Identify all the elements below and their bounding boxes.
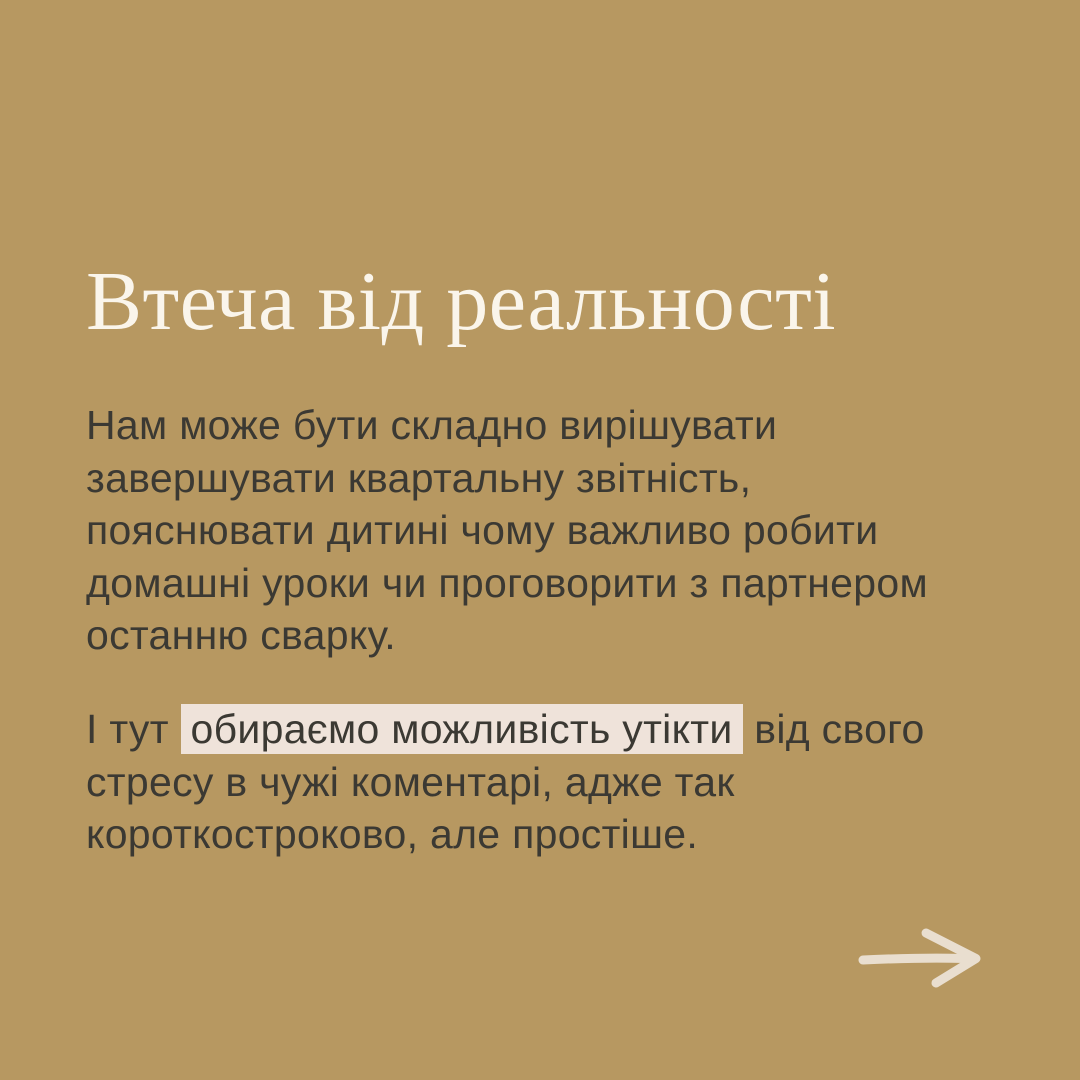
arrow-right-icon — [853, 922, 988, 992]
text-segment: від свого — [742, 706, 925, 752]
text-line: завершувати квартальну звітність, — [86, 454, 752, 501]
slide-title: Втеча від реальності — [86, 255, 837, 348]
text-segment: стресу в чужі коментарі, адже так — [86, 758, 735, 805]
text-line: Нам може бути складно вирішувати — [86, 402, 778, 448]
text-line: домашні уроки чи проговорити з партнером — [86, 559, 928, 606]
text-line — [86, 703, 1026, 756]
text-line: останню сварку. — [86, 612, 396, 658]
text-line — [86, 756, 1026, 809]
text-segment: короткостроково, але простіше. — [86, 811, 699, 857]
paragraph-2 — [86, 703, 1026, 861]
text-line: пояснювати дитині чому важливо робити — [86, 507, 879, 553]
text-segment: І тут — [86, 706, 181, 752]
next-arrow-button[interactable] — [853, 922, 988, 992]
highlighted-phrase: обираємо можливість утікти — [181, 704, 743, 754]
text-line — [86, 808, 1026, 861]
paragraph-1 — [86, 399, 1026, 662]
